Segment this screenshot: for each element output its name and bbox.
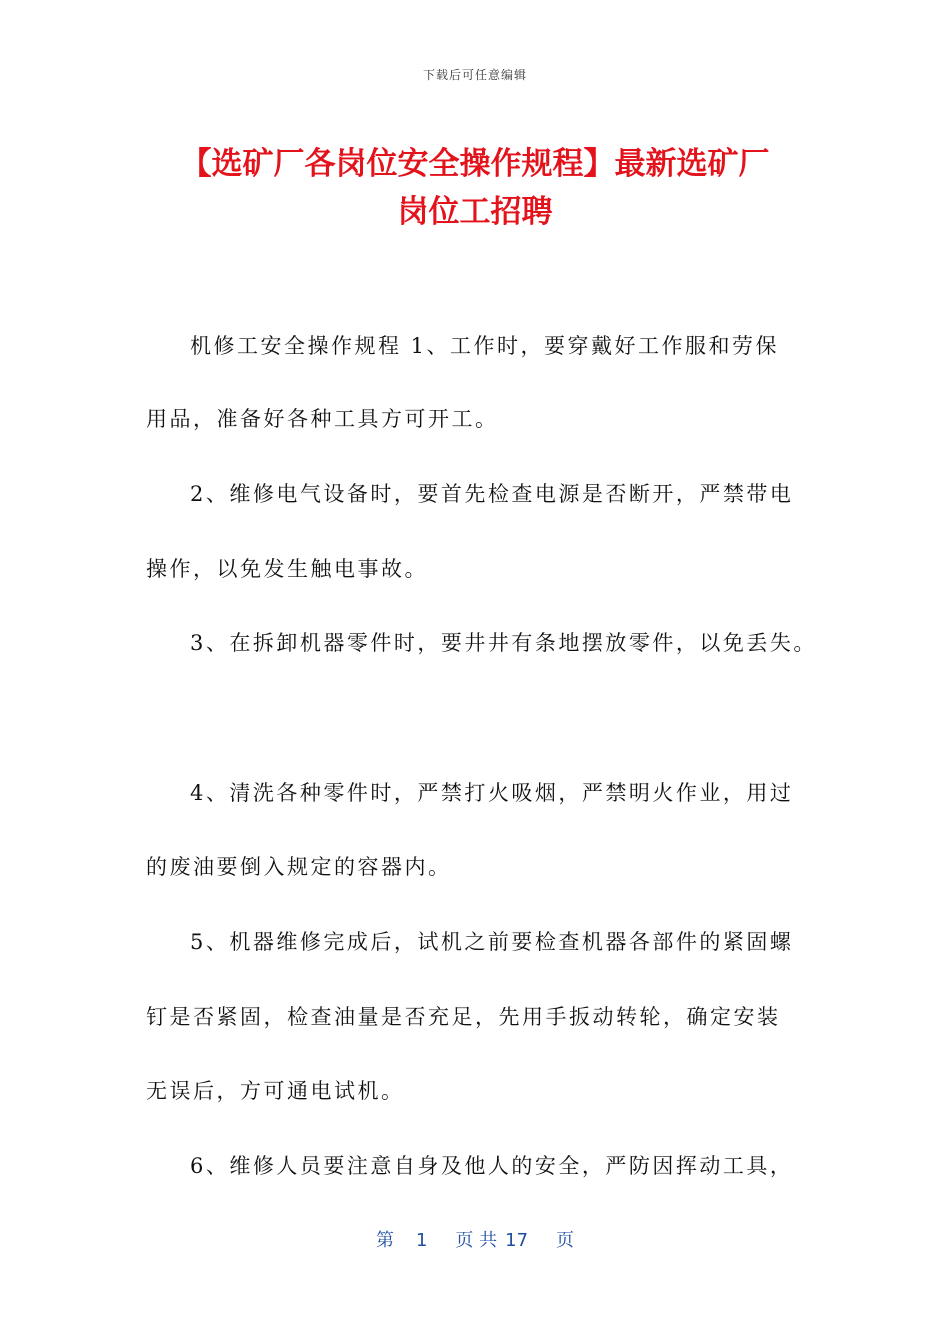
title-line-2: 岗位工招聘 (397, 194, 553, 230)
paragraph-line: 6、维修人员要注意自身及他人的安全，严防因挥动工具， (190, 1154, 794, 1178)
paragraph-line: 无误后，方可通电试机。 (146, 1079, 405, 1103)
page-footer (0, 1226, 950, 1252)
paragraph-line: 的废油要倒入规定的容器内。 (146, 855, 452, 879)
title-line-1: 【选矿厂各岗位安全操作规程】最新选矿厂 (180, 146, 770, 182)
page-middle: 页 共 (455, 1230, 498, 1251)
paragraph-line: 钉是否紧固，检查油量是否充足，先用手扳动转轮，确定安装 (146, 1005, 781, 1029)
total-pages: 17 (505, 1230, 529, 1251)
paragraph-line: 5、机器维修完成后，试机之前要检查机器各部件的紧固螺 (190, 930, 794, 954)
paragraph-line: 机修工安全操作规程 1、工作时，要穿戴好工作服和劳保 (190, 334, 780, 358)
page-prefix: 第 (375, 1230, 394, 1251)
paragraph-line: 4、清洗各种零件时，严禁打火吸烟，严禁明火作业，用过 (190, 781, 794, 805)
document-title (120, 140, 830, 236)
paragraph-line: 用品，准备好各种工具方可开工。 (146, 407, 499, 431)
page-number: 1 (415, 1230, 428, 1251)
paragraph-line: 操作，以免发生触电事故。 (146, 557, 428, 581)
paragraph-line: 2、维修电气设备时，要首先检查电源是否断开，严禁带电 (190, 482, 794, 506)
paragraph-line: 3、在拆卸机器零件时，要井井有条地摆放零件，以免丢失。 (190, 631, 817, 655)
header-note: 下载后可任意编辑 (422, 68, 527, 82)
page-suffix: 页 (556, 1230, 575, 1251)
